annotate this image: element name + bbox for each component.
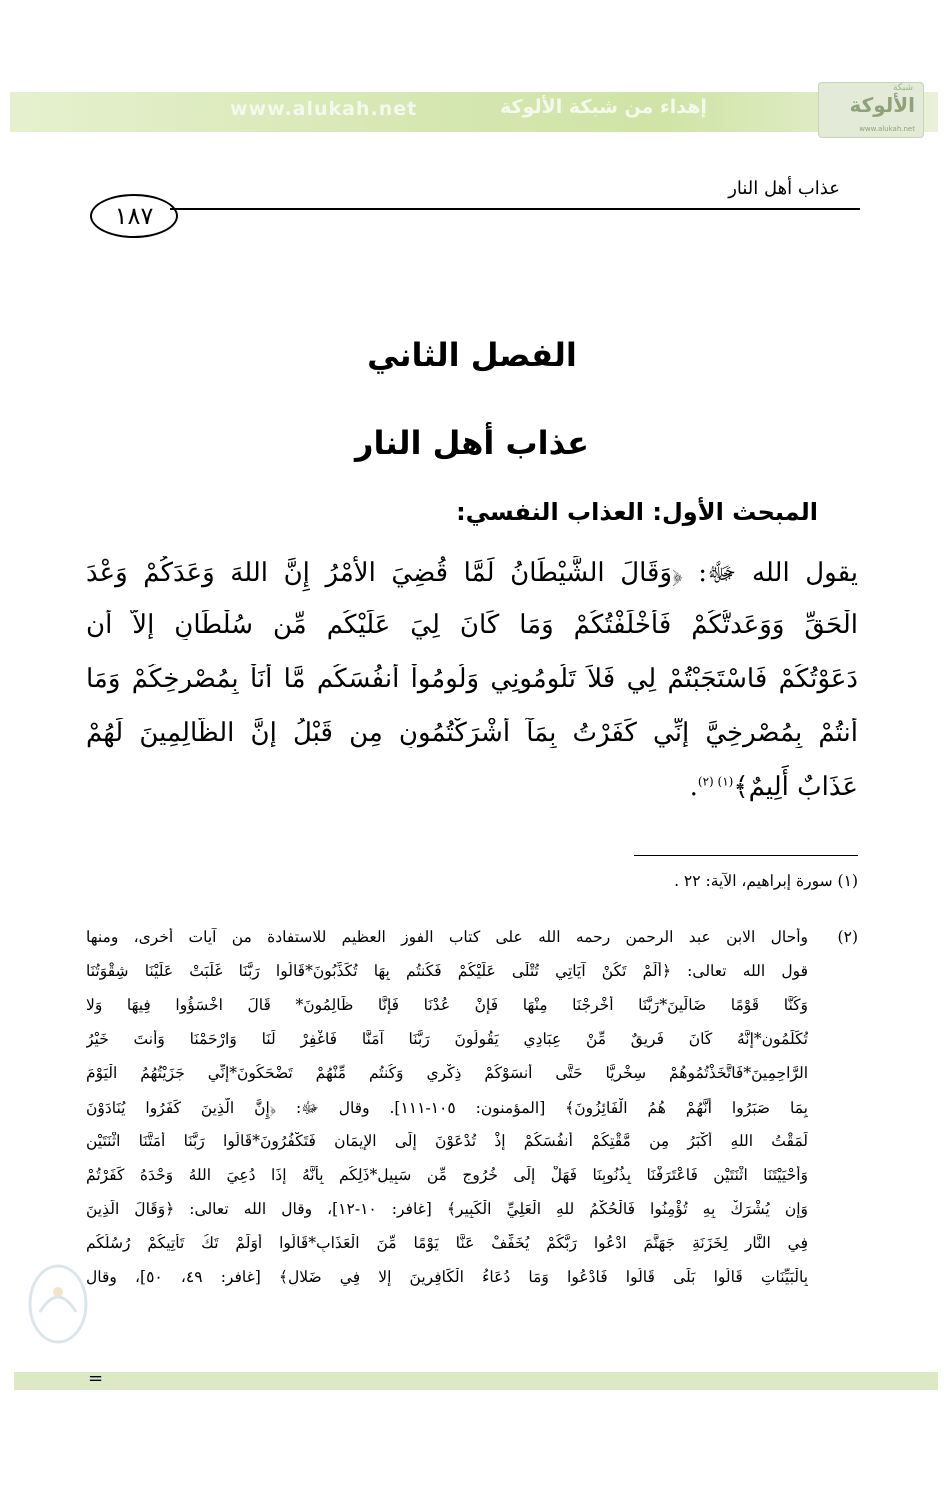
footer-band [14, 1372, 938, 1390]
footnote-2-marker: (٢) [837, 928, 858, 946]
verse-end-mark: . [689, 772, 698, 802]
footnote-2-line: بِمَا صَبَرُوا أَنَّهُمْ هُمُ الْفَائِزُونَ﴾ [المؤمنون: ١٠٥-١١١]. وقال ﷻ: ﴿إِنَّ الَّذِينَ كَفَرُوا يُنَادَوْنَ [86, 1099, 808, 1117]
verse-line-4: أَنتُمْ بِمُصْرِخِيَّ إِنِّي كَفَرْتُ بِمَآ أَشْرَكْتُمُونِ مِن قَبْلُ إِنَّ الظَّالِمِينَ لَهُمْ [86, 718, 858, 748]
footnote-1 [674, 872, 858, 890]
verse-line-3: دَعَوْتُكُمْ فَاسْتَجَبْتُمْ لِي فَلاَ تَلُومُونِي وَلُومُواْ أَنفُسَكُم مَّا أَنَاْ بِمُصْرِخِكُمْ وَمَا [86, 664, 858, 694]
chapter-subtitle: عذاب أهل النار [355, 424, 589, 462]
footnote-2-line: وَأَحْيَيْتَنَا اثْنَتَيْنِ فَاعْتَرَفْنَا بِذُنُوبِنَا فَهَلْ إِلَى خُرُوجٍ مِّن سَبِيلٍ*ذَلِكُم بِأَنَّهُ إِذَا دُعِيَ اللهُ وَحْدَهُ كَفَرْتُمْ [86, 1166, 808, 1184]
section-heading: المبحث الأول: العذاب النفسي: [456, 498, 818, 526]
header-rule [170, 208, 860, 210]
footnote-1-marker: (١) [837, 872, 858, 890]
footnote-2-line: فِي النَّارِ لِخَزَنَةِ جَهَنَّمَ ادْعُوا رَبَّكُمْ يُخَفِّفْ عَنَّا يَوْمًا مِّنَ الْعَذَابِ*قَالُوا أَوَلَمْ تَكُ تَأْتِيكُمْ رُسُلُكُم [86, 1234, 808, 1252]
footnote-2-line: قول الله تعالى: ﴿أَلَمْ تَكُنْ آيَاتِي تُتْلَى عَلَيْكُمْ فَكُنتُم بِهَا تُكَذِّبُونَ*قَالُوا رَبَّنَا غَلَبَتْ عَلَيْنَا شِقْوَتُنَا [86, 962, 808, 980]
logo-text: الألوكة [849, 93, 915, 117]
footnote-refs: (١) (٢) [697, 774, 734, 789]
footnote-2-line: بِالْبَيِّنَاتِ قَالُوا بَلَى قَالُوا فَادْعُوا وَمَا دُعَاءُ الْكَافِرِينَ إِلا فِي ضَلالٍ﴾ [غافر: ٤٩، ٥٠]، وقال [86, 1268, 808, 1286]
page-number: ١٨٧ [90, 194, 178, 238]
verse-last-line [690, 772, 858, 802]
footnote-2-line: وَكُنَّا قَوْمًا ضَالِّينَ*رَبَّنَا أَخْرِجْنَا مِنْهَا فَإِنْ عُدْنَا فَإِنَّا ظَالِمُونَ* قَالَ اخْسَؤُوا فِيهَا وَلا [86, 996, 808, 1014]
footnote-rule [634, 855, 858, 856]
top-banner [10, 92, 938, 132]
verse-last-text: عَذَابٌ أَلِيمٌ﴾ [733, 772, 858, 802]
watermark-emblem [26, 1262, 90, 1346]
running-title: عذاب أهل النار [728, 178, 840, 199]
footnote-2-line: الرَّاحِمِينَ*فَاتَّخَذْتُمُوهُمْ سِخْرِيًّا حَتَّى أَنسَوْكُمْ ذِكْرِي وَكُنتُم مِّنْهُمْ تَضْحَكُونَ*إِنِّي جَزَيْتُهُمُ الْيَوْمَ [86, 1064, 808, 1082]
continuation-mark: = [88, 1368, 104, 1389]
verse-line-2: الْحَقِّ وَوَعَدتُّكُمْ فَأَخْلَفْتُكُمْ وَمَا كَانَ لِيَ عَلَيْكُم مِّن سُلْطَانٍ إِلاَّ أَن [86, 610, 858, 640]
banner-gift-text: إهداء من شبكة الألوكة [500, 96, 707, 118]
footnote-2-line: تُكَلِّمُونِ*إِنَّهُ كَانَ فَرِيقٌ مِّنْ عِبَادِي يَقُولُونَ رَبَّنَا آمَنَّا فَاغْفِرْ لَنَا وَارْحَمْنَا وَأَنتَ خَيْرُ [86, 1030, 808, 1048]
footnote-1-text: سورة إبراهيم، الآية: ٢٢ . [674, 872, 833, 890]
alukah-logo [818, 82, 924, 138]
logo-sub-text: www.alukah.net [859, 125, 915, 133]
footnote-2-line: لَمَقْتُ اللهِ أَكْبَرُ مِن مَّقْتِكُمْ أَنفُسَكُمْ إِذْ تُدْعَوْنَ إِلَى الإِيمَانِ فَتَكْفُرُونَ*قَالُوا رَبَّنَا أَمَتَّنَا اثْنَتَيْنِ [86, 1132, 808, 1150]
logo-top-text: شبكة [892, 83, 913, 93]
chapter-title: الفصل الثاني [367, 336, 577, 374]
footnote-2-line: وأحال الابن عبد الرحمن رحمه الله على كتاب الفوز العظيم للاستفادة من آيات أخرى، ومنها [86, 928, 808, 946]
banner-url: www.alukah.net [230, 98, 418, 120]
verse-line-1: يقول الله ﷻ: ﴿وَقَالَ الشَّيْطَانُ لَمَّا قُضِيَ الأَمْرُ إِنَّ اللهَ وَعَدَكُمْ وَعْدَ [86, 558, 858, 588]
footnote-2-line: وَإِن يُشْرَكْ بِهِ تُؤْمِنُوا فَالْحُكْمُ للهِ الْعَلِيِّ الْكَبِيرِ﴾ [غافر: ١٠-١٢]، وقال الله تعالى: ﴿وَقَالَ الَّذِينَ [86, 1200, 808, 1218]
